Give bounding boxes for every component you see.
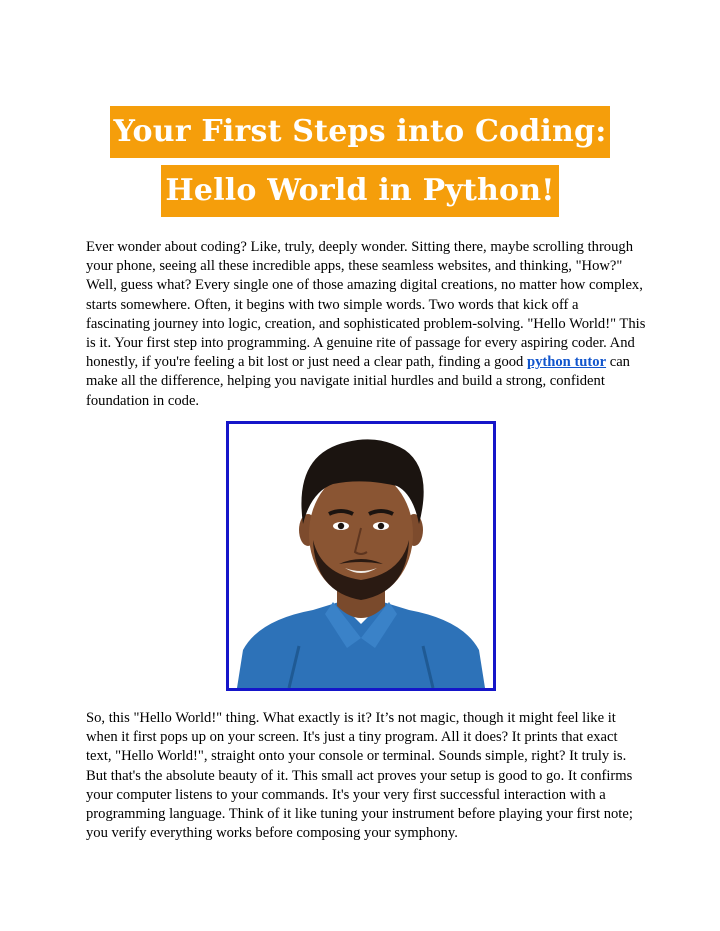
portrait-illustration <box>229 424 493 688</box>
title-line-1 <box>0 106 720 158</box>
portrait-photo <box>226 421 496 691</box>
title-line-2 <box>0 165 720 217</box>
intro-paragraph <box>86 238 646 411</box>
intro-text-before-link: Ever wonder about coding? Like, truly, deeply wonder. Sitting there, maybe scrolling through your phone, seeing all these incredible apps, these seamless websites, and thinking, "How?" Well, guess what? Every single one of those amazing digital creations, no matter how complex, starts somewhere. Often, it begins with two simple words. Two words that kick off a fascinating journey into logic, creation, and sophisticated problem-solving. "Hello World!" This is it. Your first step into programming. A genuine rite of passage for every aspiring coder. And honestly, if you're feeling a bit lost or just need a clear path, finding a good <box>86 239 646 371</box>
title-highlight-1: Your First Steps into Coding: <box>110 106 611 158</box>
python-tutor-link[interactable]: python tutor <box>527 354 607 371</box>
intro-text-after-link: can make all the difference, helping you navigate initial hurdles and build a strong, confident foundation in code. <box>86 354 630 409</box>
explanation-paragraph: So, this "Hello World!" thing. What exactly is it? It’s not magic, though it might feel like it when it first pops up on your screen. It's just a tiny program. All it does? It prints that exact text, "Hello World!", straight onto your console or terminal. Sounds simple, right? It truly is. But that's the absolute beauty of it. This small act proves your setup is good to go. It confirms your computer listens to your commands. It's your very first successful interaction with a programming language. Think of it like tuning your instrument before playing your first note; you verify everything works before composing your symphony. <box>86 710 633 842</box>
title-highlight-2: Hello World in Python! <box>161 165 558 217</box>
